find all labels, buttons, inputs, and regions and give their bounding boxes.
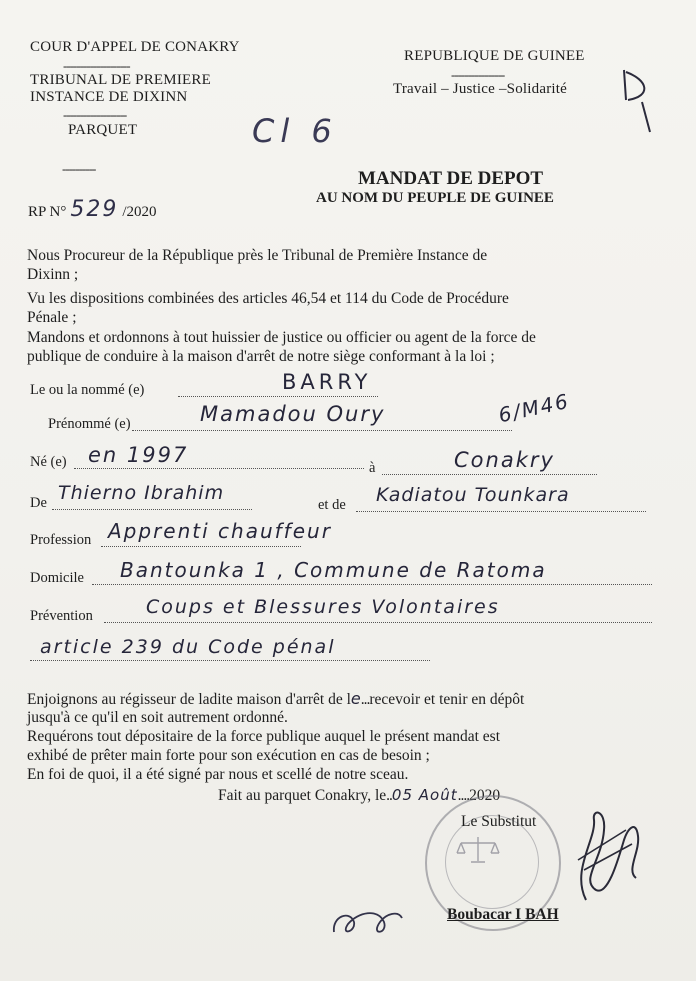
- field-domicile-value: Bantounka 1 , Commune de Ratoma: [120, 558, 547, 582]
- field-lieu-value: Conakry: [454, 448, 555, 472]
- scales-icon: [455, 835, 501, 865]
- preamble-line: Mandons et ordonnons à tout huissier de justice ou officier ou agent de la force de: [27, 329, 536, 346]
- field-lieu-label: à: [369, 460, 376, 476]
- closing-line: exhibé de prêter main forte pour son exécution en cas de besoin ;: [27, 747, 430, 764]
- field-prevention-line: [104, 622, 652, 623]
- closing-dots: ...: [360, 691, 370, 708]
- field-domicile-label: Domicile: [30, 570, 84, 586]
- preamble-line: Dixinn ;: [27, 266, 79, 283]
- signature-scribble: [566, 800, 656, 910]
- closing-text: recevoir et tenir en dépôt: [369, 691, 525, 708]
- header-separator: --------------------: [63, 58, 130, 73]
- preamble-line: Vu les dispositions combinées des articles 46,54 et 114 du Code de Procédure: [27, 290, 509, 307]
- handwritten-initials: [328, 902, 408, 942]
- closing-line: [27, 689, 524, 709]
- field-naissance-label: Né (e): [30, 454, 67, 470]
- date-dots: ..: [386, 787, 392, 804]
- tribunal-line-2: INSTANCE DE DIXINN: [30, 89, 188, 105]
- field-nom-value: BARRY: [282, 370, 372, 394]
- header-separator: ----------: [62, 161, 96, 176]
- closing-text: Enjoignons au régisseur de ladite maison d'arrêt de l: [27, 691, 351, 708]
- field-prevention-value-2: article 239 du Code pénal: [40, 636, 336, 658]
- signatory-name: Boubacar I BAH: [447, 906, 559, 923]
- parquet-label: PARQUET: [68, 122, 138, 138]
- rp-number: [28, 197, 157, 222]
- header-separator: -------------------: [63, 107, 127, 122]
- date-handwritten: 05 Août: [391, 786, 458, 804]
- closing-line: Requérons tout dépositaire de la force publique auquel le présent mandat est: [27, 728, 501, 745]
- field-prevention-value: Coups et Blessures Volontaires: [146, 596, 500, 618]
- field-mere-line: [356, 511, 646, 512]
- field-domicile-line: [92, 584, 652, 585]
- national-motto: Travail – Justice –Solidarité: [393, 81, 567, 97]
- closing-line: jusqu'à ce qu'il en soit autrement ordonné.: [27, 709, 288, 726]
- field-prenom-line: [132, 430, 512, 431]
- rp-year: /2020: [122, 204, 157, 220]
- field-mere-value: Kadiatou Tounkara: [376, 484, 570, 506]
- date-year: 2020: [469, 787, 501, 804]
- field-prenom-value: Mamadou Oury: [200, 402, 386, 426]
- preamble-line: Nous Procureur de la République près le Tribunal de Première Instance de: [27, 247, 488, 264]
- handwritten-mark: [618, 66, 658, 136]
- field-profession-value: Apprenti chauffeur: [108, 519, 332, 543]
- court-name: COUR D'APPEL DE CONAKRY: [30, 39, 240, 55]
- tribunal-line-1: TRIBUNAL DE PREMIERE: [30, 72, 211, 88]
- field-mere-label: et de: [318, 497, 346, 513]
- field-prevention-line-2: [30, 660, 430, 661]
- field-naissance-value: en 1997: [88, 443, 189, 467]
- field-nom-line: [178, 396, 378, 397]
- preamble-line: Pénale ;: [27, 309, 77, 326]
- field-lieu-line: [382, 474, 597, 475]
- field-prevention-label: Prévention: [30, 608, 93, 624]
- field-profession-line: [101, 546, 301, 547]
- republic-name: REPUBLIQUE DE GUINEE: [404, 48, 585, 64]
- document-title: MANDAT DE DEPOT: [358, 168, 544, 189]
- field-nom-label: Le ou la nommé (e): [30, 382, 145, 398]
- signatory-role: Le Substitut: [461, 813, 537, 830]
- place-label: Fait au parquet Conakry, le: [218, 787, 387, 804]
- field-naissance-line: [74, 468, 364, 469]
- rp-handwritten-number: 529: [70, 197, 119, 222]
- field-pere-line: [52, 509, 252, 510]
- closing-line: En foi de quoi, il a été signé par nous et scellé de notre sceau.: [27, 766, 409, 783]
- header-separator: ----------------: [451, 67, 505, 82]
- closing-handwritten-e: e: [350, 689, 361, 708]
- field-pere-value: Thierno Ibrahim: [58, 482, 225, 504]
- field-pere-label: De: [30, 495, 47, 511]
- document-subtitle: AU NOM DU PEUPLE DE GUINEE: [316, 190, 554, 206]
- field-prenom-note: 6/M46: [496, 388, 572, 428]
- preamble-line: publique de conduire à la maison d'arrêt de notre siège conformant à la loi ;: [27, 348, 495, 365]
- place-date-line: [218, 786, 500, 805]
- handwritten-annotation: Cl 6: [252, 112, 338, 150]
- date-dots: ....: [457, 787, 470, 804]
- field-profession-label: Profession: [30, 532, 92, 548]
- field-prenom-label: Prénommé (e): [48, 416, 131, 432]
- rp-prefix: RP N°: [28, 204, 67, 220]
